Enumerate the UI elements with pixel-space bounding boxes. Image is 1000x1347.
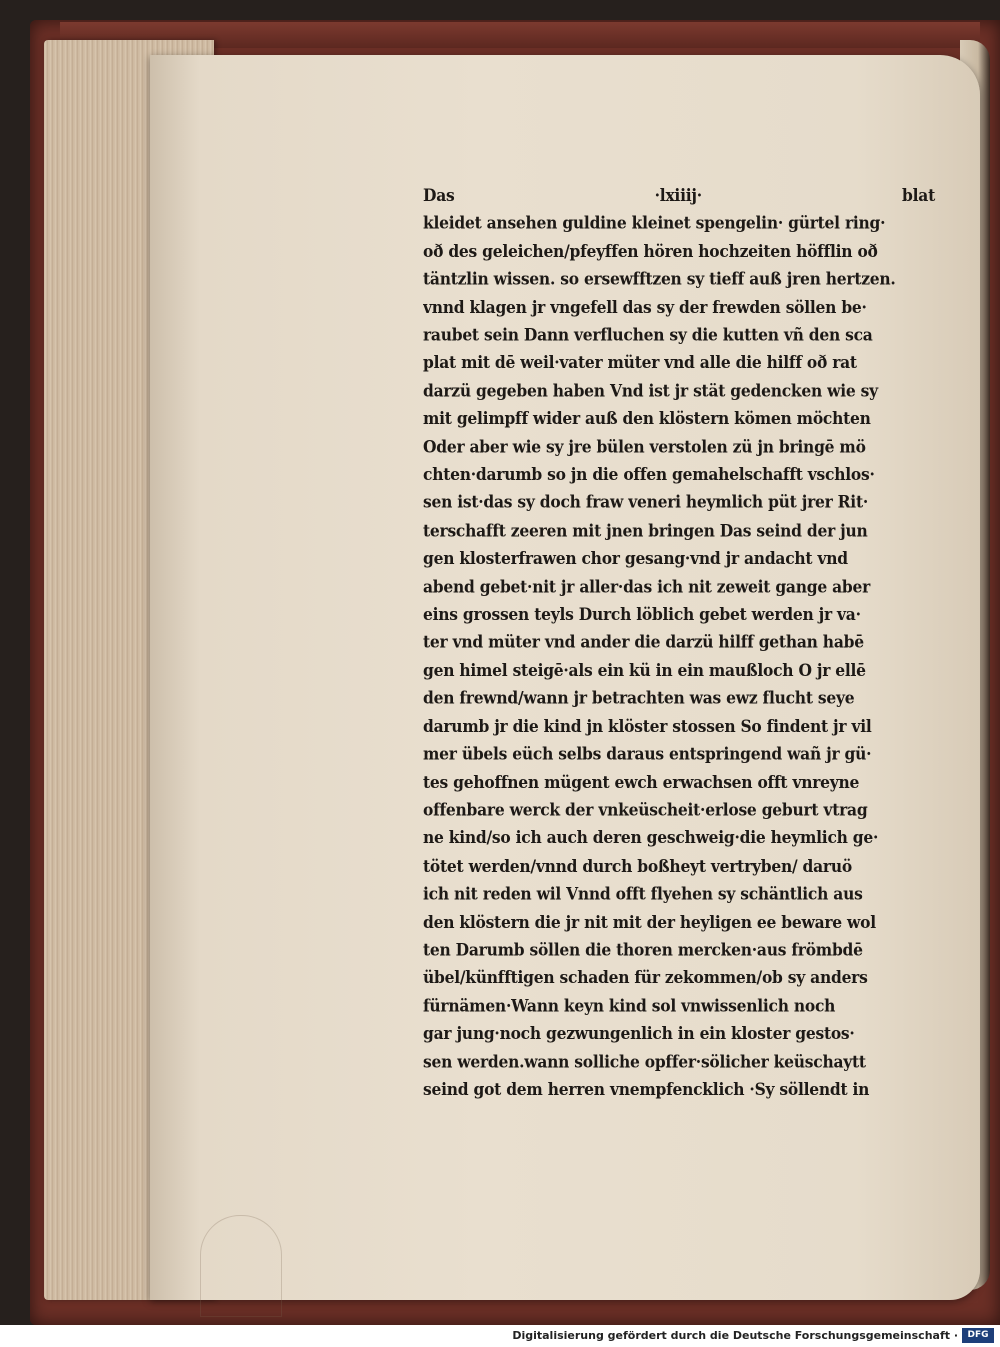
text-line: abend gebet·nit jr aller·das ich nit zeweit gange aber xyxy=(423,575,871,597)
running-header xyxy=(423,181,935,209)
text-line: vnnd klagen jr vngefell das sy der frewden söllen be· xyxy=(423,296,867,317)
funding-credit: Digitalisierung gefördert durch die Deutsche Forschungsgemeinschaft · xyxy=(512,1329,958,1342)
text-line: gen klosterfrawen chor gesang·vnd jr andacht vnd xyxy=(423,547,848,569)
text-line: ten Darumb söllen die thoren mercken·aus frömbdē xyxy=(423,938,863,960)
text-line: tötet werden/vnnd durch boßheyt vertryben/ daruö xyxy=(423,855,852,876)
text-line: darzü gegeben haben Vnd ist jr stät gedencken wie sy xyxy=(423,379,878,401)
footer-bar xyxy=(0,1325,1000,1347)
text-line: eins grossen teyls Durch löblich gebet werden jr va· xyxy=(423,603,861,625)
text-line: tes gehoffnen mügent ewch erwachsen offt vnreyne xyxy=(423,771,860,793)
thumb-mark xyxy=(200,1215,282,1317)
header-left: Das xyxy=(423,184,455,206)
text-line: offenbare werck der vnkeüscheit·erlose geburt vtrag xyxy=(423,799,868,821)
text-line: den klöstern die jr nit mit der heyligen ee beware wol xyxy=(423,910,876,932)
text-line: ich nit reden wil Vnnd offt flyehen sy schäntlich aus xyxy=(423,882,863,904)
text-line: täntzlin wissen. so ersewfftzen sy tieff auß jren hertzen. xyxy=(423,268,896,290)
text-line: sen werden.wann solliche opffer·sölicher keüschaytt xyxy=(423,1050,866,1072)
text-line: sen ist·das sy doch fraw veneri heymlich püt jrer Rit· xyxy=(423,491,869,513)
text-line: raubet sein Dann verfluchen sy die kutten vñ den sca xyxy=(423,324,873,345)
text-line: übel/künfftigen schaden für zekommen/ob sy anders xyxy=(423,966,868,988)
text-line: oð des geleichen/pfeyffen hören hochzeiten höfflin oð xyxy=(423,240,878,262)
dfg-logo: DFG xyxy=(962,1328,994,1343)
text-line: darumb jr die kind jn klöster stossen So findent jr vil xyxy=(423,715,872,737)
text-line: mer übels eüch selbs daraus entspringend wañ jr gü· xyxy=(423,743,872,765)
text-line: ne kind/so ich auch deren geschweig·die heymlich ge· xyxy=(423,827,879,848)
text-line: terschafft zeeren mit jnen bringen Das seind der jun xyxy=(423,519,868,541)
text-line: gen himel steigē·als ein kü in ein maußloch O jr ellē xyxy=(423,659,866,681)
text-line: ter vnd müter vnd ander die darzü hilff gethan habē xyxy=(423,631,864,653)
text-line: Oder aber wie sy jre bülen verstolen zü jn bringē mö xyxy=(423,435,866,457)
text-line: fürnämen·Wann keyn kind sol vnwissenlich noch xyxy=(423,994,836,1016)
text-line: plat mit dē weil·vater müter vnd alle die hilff oð rat xyxy=(423,351,857,373)
text-lines xyxy=(423,209,935,1103)
text-line: seind got dem herren vnempfencklich ·Sy söllendt in xyxy=(423,1078,870,1100)
text-line: kleidet ansehen guldine kleinet spengelin· gürtel ring· xyxy=(423,212,886,234)
text-line: mit gelimpff wider auß den klöstern kömen möchten xyxy=(423,407,871,429)
text-block xyxy=(423,181,935,1103)
text-line: gar jung·noch gezwungenlich in ein kloster gestos· xyxy=(423,1022,855,1044)
text-line: den frewnd/wann jr betrachten was ewz flucht seye xyxy=(423,687,855,709)
text-line: chten·darumb so jn die offen gemahelschafft vschlos· xyxy=(423,463,875,485)
folio-number: ·lxiiij· xyxy=(654,184,702,206)
header-right: blat xyxy=(902,184,935,206)
